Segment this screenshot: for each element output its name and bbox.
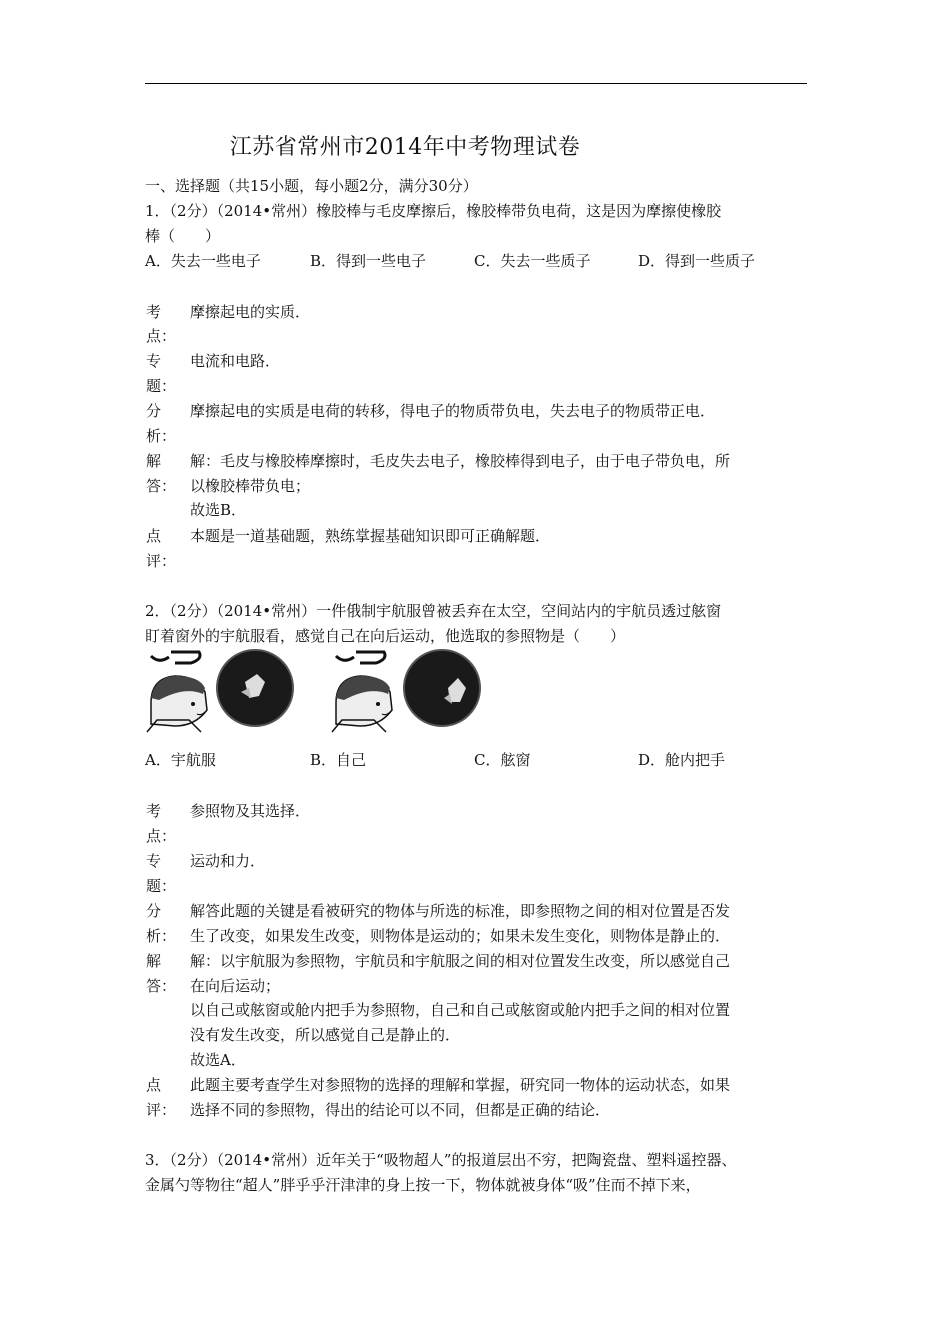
q1-kaodian: 摩擦起电的实质． xyxy=(190,303,311,321)
astronaut-boy-icon xyxy=(332,676,392,732)
q2-figure-left xyxy=(145,648,305,737)
q2-stem-line1: 2．（2分）（2014•常州）一件俄制宇航服曾被丢弃在太空，空间站内的宇航员透过舷窗 xyxy=(145,602,722,620)
q2-option-d: D．舱内把手 xyxy=(638,751,726,769)
q1-option-a: A．失去一些电子 xyxy=(145,252,261,270)
q1-stem-line1: 1．（2分）（2014•常州）橡胶棒与毛皮摩擦后，橡胶棒带负电荷，这是因为摩擦使橡胶 xyxy=(145,202,722,220)
q2-stem-line2: 盯着窗外的宇航服看，感觉自己在向后运动，他选取的参照物是（ ） xyxy=(145,627,626,645)
q1-label-ti: 题： xyxy=(146,377,177,395)
q2-label-fen: 分 xyxy=(146,902,162,920)
header-rule xyxy=(145,83,807,84)
section-heading: 一、选择题（共15小题，每小题2分，满分30分） xyxy=(145,177,478,195)
q3-stem-line2: 金属勺等物往“超人”胖乎乎汗津津的身上按一下，物体就被身体“吸”住而不掉下来， xyxy=(145,1176,701,1194)
q2-kaodian: 参照物及其选择． xyxy=(190,802,311,820)
q2-jieda-line1: 解：以宇航服为参照物，宇航员和宇航服之间的相对位置发生改变，所以感觉自己 xyxy=(190,952,731,970)
q1-label-jie: 解 xyxy=(146,452,162,470)
q2-jieda-line2: 在向后运动； xyxy=(190,977,281,995)
q1-fenxi: 摩擦起电的实质是电荷的转移，得电子的物质带负电，失去电子的物质带正电． xyxy=(190,402,716,420)
q2-fenxi-line2: 生了改变，如果发生改变，则物体是运动的；如果未发生变化，则物体是静止的． xyxy=(190,927,731,945)
astronaut-boy-icon xyxy=(147,676,207,732)
page-title: 江苏省常州市2014年中考物理试卷 xyxy=(229,135,581,160)
q2-option-a: A．宇航服 xyxy=(145,751,216,769)
space-window-icon xyxy=(217,650,293,726)
q1-label-fen: 分 xyxy=(146,402,162,420)
q2-label-da: 答： xyxy=(146,977,177,995)
q1-dianping: 本题是一道基础题，熟练掌握基础知识即可正确解题． xyxy=(190,527,551,545)
q2-label-zhuan: 专 xyxy=(146,852,162,870)
q1-label-zhuan: 专 xyxy=(146,352,162,370)
q2-label-dianping2: 评： xyxy=(146,1101,177,1119)
q1-label-xi: 析： xyxy=(146,427,177,445)
q2-label-dian: 点： xyxy=(146,827,177,845)
q2-jieda-line3: 以自己或舷窗或舱内把手为参照物，自己和自己或舷窗或舱内把手之间的相对位置 xyxy=(190,1001,731,1019)
q2-dianping-line2: 选择不同的参照物，得出的结论可以不同，但都是正确的结论． xyxy=(190,1101,611,1119)
q1-option-c: C．失去一些质子 xyxy=(474,252,591,270)
q1-jieda-line3: 故选B． xyxy=(190,501,247,519)
q1-label-dian: 点： xyxy=(146,327,177,345)
q1-jieda-line1: 解：毛皮与橡胶棒摩擦时，毛皮失去电子，橡胶棒得到电子，由于电子带负电，所 xyxy=(190,452,731,470)
q2-fenxi-line1: 解答此题的关键是看被研究的物体与所选的标准，即参照物之间的相对位置是否发 xyxy=(190,902,731,920)
q2-label-dianping1: 点 xyxy=(146,1076,162,1094)
q2-figure-right xyxy=(330,648,490,737)
q2-label-ti: 题： xyxy=(146,877,177,895)
q1-stem-line2: 棒（ ） xyxy=(145,227,221,245)
q1-label-dianping1: 点 xyxy=(146,527,162,545)
q1-option-d: D．得到一些质子 xyxy=(638,252,756,270)
q1-label-kao: 考 xyxy=(146,303,162,321)
q1-zhuanti: 电流和电路． xyxy=(190,352,281,370)
q2-zhuanti: 运动和力． xyxy=(190,852,266,870)
q1-jieda-line2: 以橡胶棒带负电； xyxy=(190,477,311,495)
q2-label-kao: 考 xyxy=(146,802,162,820)
space-window-icon xyxy=(404,650,480,726)
q2-jieda-line5: 故选A． xyxy=(190,1051,246,1069)
q3-stem-line1: 3．（2分）（2014•常州）近年关于“吸物超人”的报道层出不穷，把陶瓷盘、塑料遥控器、 xyxy=(145,1151,737,1169)
q1-label-da: 答： xyxy=(146,477,177,495)
q1-option-b: B．得到一些电子 xyxy=(310,252,427,270)
q2-option-c: C．舷窗 xyxy=(474,751,531,769)
q2-label-xi: 析： xyxy=(146,927,177,945)
q2-label-jie: 解 xyxy=(146,952,162,970)
q2-dianping-line1: 此题主要考查学生对参照物的选择的理解和掌握，研究同一物体的运动状态，如果 xyxy=(190,1076,731,1094)
q1-label-dianping2: 评： xyxy=(146,552,177,570)
q2-option-b: B．自己 xyxy=(310,751,367,769)
q2-jieda-line4: 没有发生改变，所以感觉自己是静止的． xyxy=(190,1026,461,1044)
